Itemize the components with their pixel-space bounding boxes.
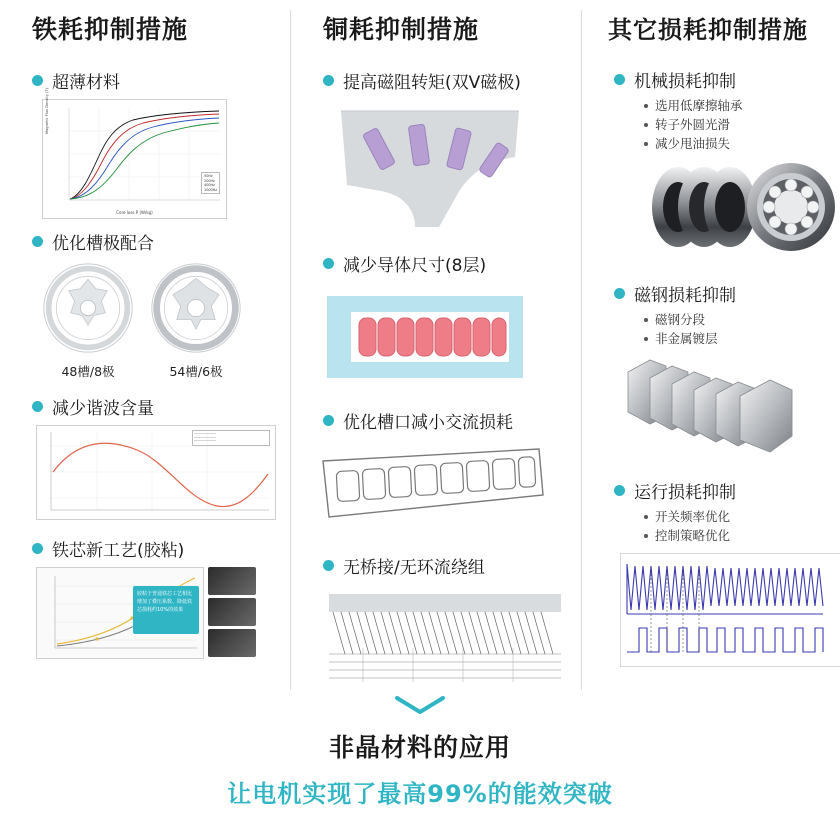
bullet-dot-icon — [323, 560, 334, 571]
bullet-row[interactable] — [14, 394, 276, 419]
bullet-dot-icon — [32, 401, 43, 412]
stator-comparison — [40, 260, 276, 380]
bullet-row[interactable] — [305, 251, 567, 276]
harmonic-chart-legend-box: ——————— ——————— ——————— — [192, 430, 270, 446]
bullet-label: 运行损耗抑制 — [634, 483, 736, 503]
block-magnet-loss — [596, 281, 840, 462]
legend-item: 50Hz — [204, 174, 213, 178]
winding-svg — [323, 584, 567, 684]
bullet-dot-icon — [32, 75, 43, 86]
bullet-label: 无桥接/无环流绕组 — [343, 558, 485, 578]
bullet-dot-icon — [323, 75, 334, 86]
glue-note-callout: 胶粘于普通铁芯工艺相比增加了叠压系数、降低铁芯损耗约10%的效果 — [133, 586, 199, 634]
bullet-dot-icon — [323, 258, 334, 269]
bullet-dot-icon — [614, 288, 625, 299]
bullet-dot-icon — [614, 74, 625, 85]
column-title: 其它损耗抑制措施 — [608, 16, 808, 44]
block-glue-core-process — [14, 536, 276, 659]
block-conductor-size — [305, 251, 567, 394]
block-slot-opening — [305, 408, 567, 531]
bullet-row[interactable] — [14, 229, 276, 254]
core-photo — [208, 567, 256, 595]
glue-process-chart — [36, 567, 276, 659]
legend-item: 1000Hz — [204, 187, 217, 192]
bullet-row[interactable] — [14, 536, 276, 561]
bullet-row[interactable] — [305, 553, 567, 578]
block-winding — [305, 553, 567, 688]
chevron-down-icon — [393, 694, 447, 716]
list-item: 磁钢分段 — [644, 310, 840, 329]
core-photo — [208, 629, 256, 657]
harmonic-waveform-chart — [36, 425, 276, 520]
bullet-label: 提高磁阻转矩(双V磁极) — [343, 73, 521, 93]
bullet-label: 优化槽极配合 — [52, 234, 154, 254]
bullet-label: 机械损耗抑制 — [634, 72, 736, 92]
stator-48slot-8pole-figure — [40, 260, 136, 356]
subitem-list — [596, 96, 840, 153]
bullet-row[interactable] — [305, 408, 567, 433]
bh-curve-chart — [42, 87, 227, 219]
bullet-label: 优化槽口减小交流损耗 — [343, 413, 513, 433]
stator-caption: 48槽/8极 — [61, 364, 115, 379]
footer-subtitle: 让电机实现了最高99%的能效突破 — [227, 780, 613, 808]
list-item: 开关频率优化 — [644, 507, 840, 526]
legend-item: 400Hz — [204, 183, 215, 187]
double-v-magnet-diagram — [319, 99, 567, 243]
bullet-label: 超薄材料 — [52, 73, 120, 93]
bearing-svg — [626, 159, 840, 255]
bullet-label: 铁芯新工艺(胶粘) — [52, 541, 185, 561]
bh-chart-xlabel: Core loss P (W/kg) — [116, 210, 153, 215]
column-title: 铜耗抑制措施 — [323, 15, 480, 44]
column-title: 铁耗抑制措施 — [32, 15, 189, 44]
switching-waveform — [620, 553, 840, 667]
bullet-row[interactable] — [305, 68, 567, 93]
core-photo — [208, 598, 256, 626]
magnet-photo — [622, 352, 840, 462]
list-item: 减少甩油损失 — [644, 134, 840, 153]
bullet-label: 减少谐波含量 — [52, 399, 154, 419]
legend-item: 200Hz — [204, 178, 215, 183]
stator-54slot-6pole-figure — [148, 260, 244, 356]
bullet-label: 减少导体尺寸(8层) — [343, 256, 487, 276]
slot-opening-svg — [317, 439, 547, 527]
bullet-dot-icon — [323, 415, 334, 426]
bullet-dot-icon — [32, 236, 43, 247]
footer — [0, 690, 840, 830]
column-iron-loss — [0, 10, 290, 690]
subitem-list — [596, 310, 840, 348]
bullet-label: 磁钢损耗抑制 — [634, 286, 736, 306]
bh-curve-plot — [43, 100, 228, 220]
bullet-row[interactable] — [596, 67, 840, 92]
subitem-list — [596, 507, 840, 545]
glue-photo-strip — [208, 567, 256, 659]
bullet-row[interactable] — [14, 68, 276, 93]
magnet-stack-svg — [622, 352, 840, 458]
block-double-v-magnet — [305, 68, 567, 243]
list-item: 非金属镀层 — [644, 329, 840, 348]
block-operation-loss — [596, 478, 840, 667]
column-copper-loss — [290, 10, 581, 690]
footer-title: 非晶材料的应用 — [328, 733, 511, 762]
bullet-dot-icon — [32, 543, 43, 554]
list-item: 选用低摩擦轴承 — [644, 96, 840, 115]
bh-chart-ylabel: Magnetic Flux Density (T) — [45, 87, 49, 134]
block-slot-pole-combination — [14, 229, 276, 380]
block-mechanical-loss — [596, 67, 840, 259]
glue-loss-plot — [36, 567, 204, 659]
slot-opening-diagram — [317, 439, 567, 531]
bearing-photo — [626, 159, 840, 259]
list-item: 控制策略优化 — [644, 526, 840, 545]
winding-diagram — [323, 584, 567, 688]
column-other-loss — [581, 10, 840, 690]
rotor-segment-svg — [319, 99, 549, 239]
block-harmonic-reduction — [14, 394, 276, 520]
list-item: 转子外圆光滑 — [644, 115, 840, 134]
conductor-slot-svg — [317, 282, 547, 390]
bullet-dot-icon — [614, 485, 625, 496]
conductor-slot-diagram — [317, 282, 567, 394]
bh-chart-legend — [201, 172, 220, 194]
bullet-row[interactable] — [596, 281, 840, 306]
switching-waveform-svg — [621, 554, 831, 662]
block-ultrathin-material — [14, 68, 276, 219]
bullet-row[interactable] — [596, 478, 840, 503]
stator-caption: 54槽/6极 — [169, 364, 223, 379]
